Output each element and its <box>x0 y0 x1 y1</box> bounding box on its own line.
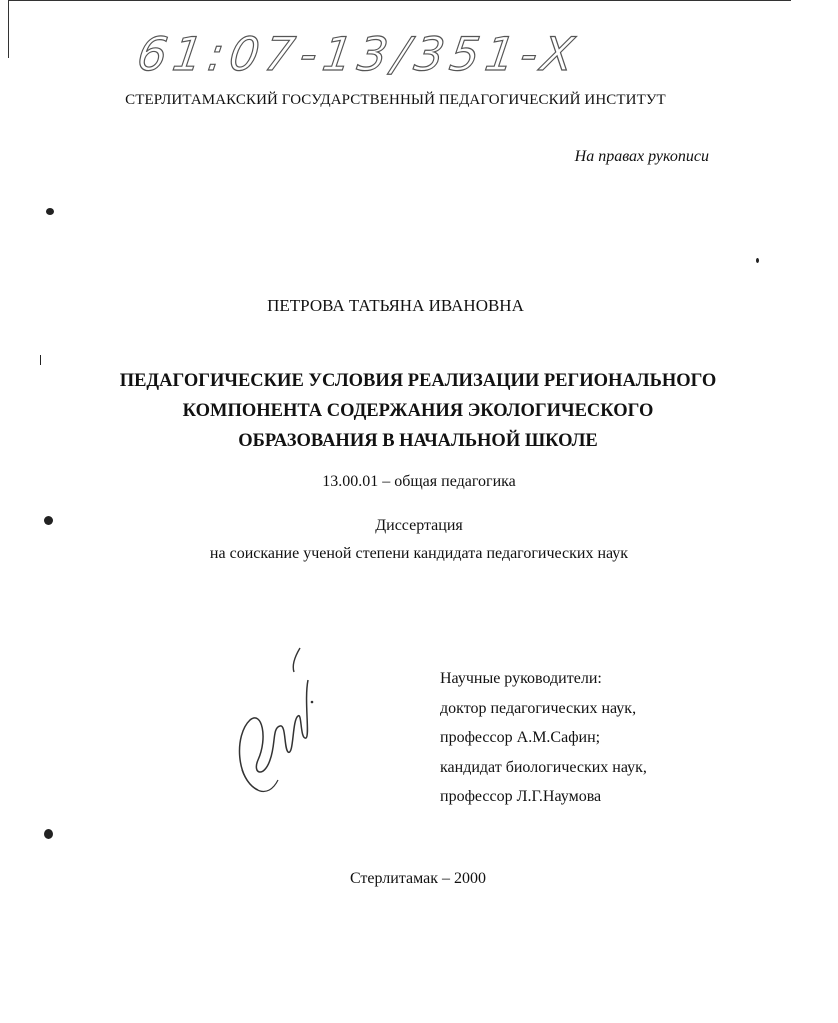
dissertation-title <box>0 366 836 456</box>
scan-frame-top-edge <box>8 0 791 1</box>
specialty-code: 13.00.01 – общая педагогика <box>322 473 516 490</box>
scan-speck <box>46 208 54 215</box>
scientific-supervisors <box>440 664 647 812</box>
title-line: ОБРАЗОВАНИЯ В НАЧАЛЬНОЙ ШКОЛЕ <box>238 431 598 451</box>
scan-speck <box>44 829 53 839</box>
handwritten-archive-number-text: 61:07-13/351-X <box>134 27 584 81</box>
supervisor-line: кандидат биологических наук, <box>440 758 647 776</box>
handwritten-archive-number <box>134 10 584 90</box>
scan-speck <box>756 258 759 263</box>
title-line: КОМПОНЕНТА СОДЕРЖАНИЯ ЭКОЛОГИЧЕСКОГО <box>182 401 654 421</box>
scan-speck <box>40 355 41 365</box>
scan-speck <box>44 516 53 525</box>
degree-statement: на соискание ученой степени кандидата педагогических наук <box>209 545 629 562</box>
supervisor-line: профессор А.М.Сафин; <box>440 729 601 746</box>
title-line: ПЕДАГОГИЧЕСКИЕ УСЛОВИЯ РЕАЛИЗАЦИИ РЕГИОНАЛЬНОГО <box>119 371 717 391</box>
manuscript-rights-note: На правах рукописи <box>574 148 709 165</box>
document-type: Диссертация <box>375 517 463 534</box>
city-year: Стерлитамак – 2000 <box>349 870 487 887</box>
handwritten-signature <box>228 640 328 810</box>
institute-name: СТЕРЛИТАМАКСКИЙ ГОСУДАРСТВЕННЫЙ ПЕДАГОГИЧЕСКИЙ ИНСТИТУТ <box>125 92 666 108</box>
supervisors-heading: Научные руководители: <box>440 670 602 687</box>
scan-frame-left-edge <box>8 0 9 58</box>
supervisor-line: профессор Л.Г.Наумова <box>440 788 602 805</box>
supervisor-line: доктор педагогических наук, <box>440 699 637 717</box>
author-name: ПЕТРОВА ТАТЬЯНА ИВАНОВНА <box>267 296 524 315</box>
